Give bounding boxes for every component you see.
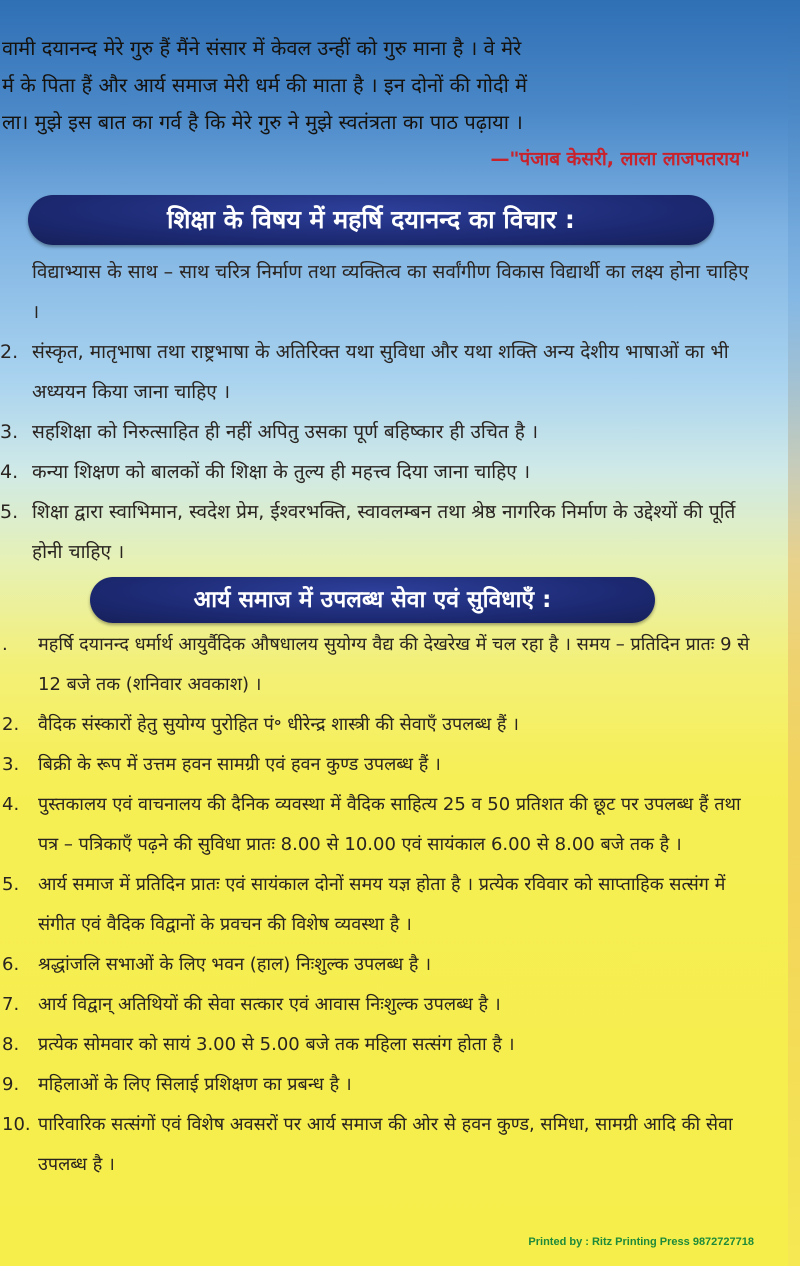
section-title-education: शिक्षा के विषय में महर्षि दयानन्द का विचार :: [28, 195, 714, 245]
list-item: [0, 1065, 800, 1105]
list-item: [0, 705, 800, 745]
item-number: 2.: [2, 714, 20, 735]
item-text: बिक्री के रूप में उत्तम हवन सामग्री एवं हवन कुण्ड उपलब्ध हैं ।: [38, 754, 441, 775]
education-list: [0, 252, 800, 572]
item-text: श्रद्धांजलि सभाओं के लिए भवन (हाल) निःशुल्क उपलब्ध है ।: [38, 954, 432, 975]
item-number: 4.: [0, 461, 19, 483]
list-item: [0, 625, 800, 705]
item-number: 5.: [2, 874, 20, 895]
printer-credit: Printed by : Ritz Printing Press 9872727718: [528, 1236, 754, 1248]
item-number: 9.: [2, 1074, 20, 1095]
item-text: विद्याभ्यास के साथ – साथ चरित्र निर्माण तथा व्यक्तित्व का सर्वांगीण विकास विद्यार्थी का लक्ष्य होना चाहिए ।: [32, 261, 749, 323]
list-item: [0, 452, 800, 492]
item-text: सहशिक्षा को निरुत्साहित ही नहीं अपितु उसका पूर्ण बहिष्कार ही उचित है ।: [32, 421, 539, 443]
list-item: [0, 492, 800, 572]
item-text: संस्कृत, मातृभाषा तथा राष्ट्रभाषा के अतिरिक्त यथा सुविधा और यथा शक्ति अन्य देशीय भाषाओं का भी अध्ययन किया जाना चाहिए ।: [32, 341, 729, 403]
services-list: [0, 625, 800, 1185]
item-text: पारिवारिक सत्संगों एवं विशेष अवसरों पर आर्य समाज की ओर से हवन कुण्ड, समिधा, सामग्री आदि की सेवा उपलब्ध है ।: [38, 1114, 733, 1175]
list-item: [0, 745, 800, 785]
list-item: [0, 1025, 800, 1065]
item-number: 5.: [0, 501, 19, 523]
list-item: [0, 1105, 800, 1185]
list-item: [0, 985, 800, 1025]
item-number: 3.: [2, 754, 20, 775]
quote-attribution: —"पंजाब केसरी, लाला लाजपतराय": [490, 148, 750, 170]
list-item: [0, 252, 800, 332]
list-item: [0, 332, 800, 412]
item-number: [0, 252, 32, 332]
item-text: प्रत्येक सोमवार को सायं 3.00 से 5.00 बजे तक महिला सत्संग होता है ।: [38, 1034, 515, 1055]
item-text: महर्षि दयानन्द धर्मार्थ आयुर्वैदिक औषधालय सुयोग्य वैद्य की देखरेख में चल रहा है । समय – प्रतिदिन प्रातः 9 से 12 बजे तक (शनिवार अवकाश) ।: [38, 634, 750, 695]
list-item: [0, 945, 800, 985]
item-text: आर्य विद्वान् अतिथियों की सेवा सत्कार एवं आवास निःशुल्क उपलब्ध है ।: [38, 994, 501, 1015]
item-number: 4.: [2, 794, 20, 815]
list-item: [0, 412, 800, 452]
list-item: [0, 865, 800, 945]
item-text: पुस्तकालय एवं वाचनालय की दैनिक व्यवस्था में वैदिक साहित्य 25 व 50 प्रतिशत की छूट पर उपलब्ध हैं तथा पत्र – पत्रिकाएँ पढ़ने की सुविधा प्रातः 8.00 से 10.00 एवं सायंकाल 6.00 से 8.00 बजे तक है ।: [38, 794, 741, 855]
item-number: 3.: [0, 421, 19, 443]
item-number: 7.: [2, 994, 20, 1015]
list-item: [0, 785, 800, 865]
section-title-services: आर्य समाज में उपलब्ध सेवा एवं सुविधाएँ :: [90, 577, 655, 623]
quote-line: वामी दयानन्द मेरे गुरु हैं मैंने संसार में केवल उन्हीं को गुरु माना है । वे मेरे: [2, 36, 522, 60]
quote-line: र्म के पिता हैं और आर्य समाज मेरी धर्म की माता है । इन दोनों की गोदी में: [2, 73, 528, 97]
item-number: .: [2, 634, 8, 655]
item-text: महिलाओं के लिए सिलाई प्रशिक्षण का प्रबन्ध है ।: [38, 1074, 352, 1095]
quote-block: [0, 30, 800, 178]
item-text: कन्या शिक्षण को बालकों की शिक्षा के तुल्य ही महत्त्व दिया जाना चाहिए ।: [32, 461, 531, 483]
item-text: वैदिक संस्कारों हेतु सुयोग्य पुरोहित पं॰ धीरेन्द्र शास्त्री की सेवाएँ उपलब्ध हैं ।: [38, 714, 519, 735]
item-number: 6.: [2, 954, 20, 975]
quote-line: ला। मुझे इस बात का गर्व है कि मेरे गुरु ने मुझे स्वतंत्रता का पाठ पढ़ाया ।: [2, 110, 523, 134]
item-text: आर्य समाज में प्रतिदिन प्रातः एवं सायंकाल दोनों समय यज्ञ होता है । प्रत्येक रविवार को साप्ताहिक सत्संग में संगीत एवं वैदिक विद्वानों के प्रवचन की विशेष व्यवस्था है ।: [38, 874, 726, 935]
item-text: शिक्षा द्वारा स्वाभिमान, स्वदेश प्रेम, ईश्वरभक्ति, स्वावलम्बन तथा श्रेष्ठ नागरिक निर्माण के उद्देश्यों की पूर्ति होनी चाहिए ।: [32, 501, 736, 563]
item-number: 2.: [0, 341, 19, 363]
item-number: 8.: [2, 1034, 20, 1055]
item-number: 10.: [2, 1114, 31, 1135]
